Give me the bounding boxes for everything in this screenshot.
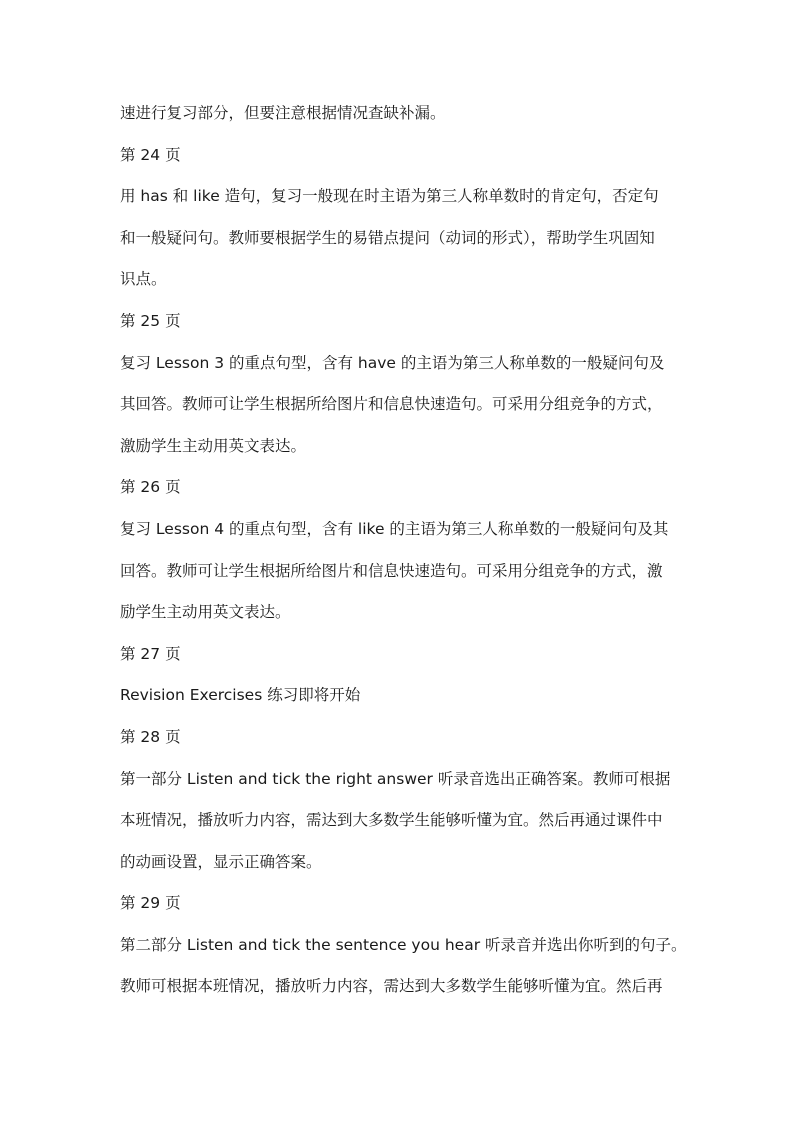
paragraph-line: Revision Exercises 练习即将开始: [120, 686, 361, 705]
paragraph-line: 和一般疑问句。教师要根据学生的易错点提问（动词的形式），帮助学生巩固知: [120, 228, 655, 247]
paragraph-line: 励学生主动用英文表达。: [120, 603, 291, 622]
page-heading: 第 29 页: [120, 894, 181, 913]
paragraph-line: 本班情况，播放听力内容，需达到大多数学生能够听懂为宜。然后再通过课件中: [120, 811, 663, 830]
page-heading: 第 28 页: [120, 727, 181, 746]
paragraph-line: 回答。教师可让学生根据所给图片和信息快速造句。可采用分组竞争的方式，激: [120, 561, 663, 580]
paragraph-line: 第二部分 Listen and tick the sentence you hear 听录音并选出你听到的句子。: [120, 935, 687, 954]
document-body: [120, 103, 690, 1018]
page-heading: 第 24 页: [120, 145, 181, 164]
page-heading: 第 25 页: [120, 311, 181, 330]
paragraph-line: 第一部分 Listen and tick the right answer 听录音选出正确答案。教师可根据: [120, 769, 671, 788]
page-heading: 第 26 页: [120, 478, 181, 497]
paragraph-line: 复习 Lesson 3 的重点句型，含有 have 的主语为第三人称单数的一般疑问句及: [120, 353, 665, 372]
paragraph-line: 激励学生主动用英文表达。: [120, 436, 307, 455]
paragraph-line: 的动画设置，显示正确答案。: [120, 852, 322, 871]
paragraph-line: 复习 Lesson 4 的重点句型，含有 like 的主语为第三人称单数的一般疑问句及其: [120, 519, 669, 538]
paragraph-line: 识点。: [120, 270, 167, 289]
paragraph-line: 其回答。教师可让学生根据所给图片和信息快速造句。可采用分组竞争的方式，: [120, 395, 663, 414]
page-heading: 第 27 页: [120, 644, 181, 663]
paragraph-line: 教师可根据本班情况，播放听力内容，需达到大多数学生能够听懂为宜。然后再: [120, 977, 663, 996]
paragraph-line: 用 has 和 like 造句，复习一般现在时主语为第三人称单数时的肯定句，否定句: [120, 187, 659, 206]
paragraph-line: 速进行复习部分，但要注意根据情况查缺补漏。: [120, 104, 446, 122]
